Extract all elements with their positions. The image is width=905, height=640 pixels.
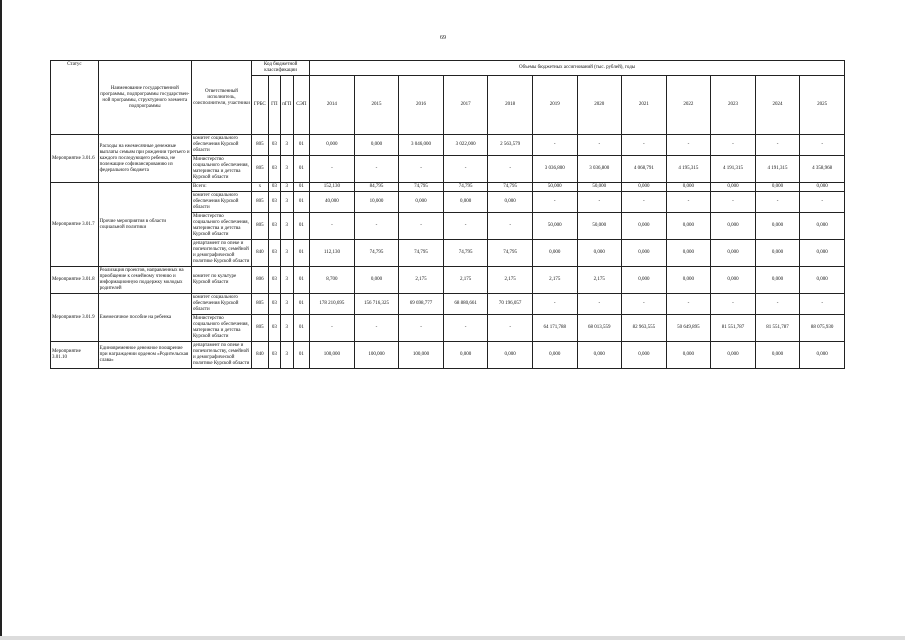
row-value: 3 046,000 [399,135,444,156]
row-code: 03 [268,213,280,240]
row-value: 0,000 [622,213,667,240]
table-row [51,135,845,156]
row-value: 0,000 [666,183,711,192]
row-value: - [443,315,488,342]
row-value: 0,000 [711,213,756,240]
row-value: 0,000 [622,267,667,294]
row-value: 0,000 [755,342,800,369]
row-value: 0,000 [622,183,667,192]
row-value: 68 880,661 [443,294,488,315]
row-value: 2,175 [399,267,444,294]
header-year: 2014 [310,76,355,135]
row-value: - [711,135,756,156]
row-value: - [666,192,711,213]
row-value: - [711,294,756,315]
row-value: 2,175 [577,267,622,294]
row-value: 81 551,787 [755,315,800,342]
row-value: - [800,294,845,315]
table-row [51,183,845,192]
row-code: 03 [268,135,280,156]
row-value: - [800,192,845,213]
row-responsible: Всего: [191,183,251,192]
header-name: Наименование государственной программы, подпрограммы государствен-ной программы, структурного элемента подпрограммы [98,61,191,135]
header-budget-code: Код бюджетной классификации [252,61,310,76]
row-value: - [399,156,444,183]
row-value: 4 195,315 [666,156,711,183]
row-value: - [310,156,355,183]
row-value: 0,000 [622,342,667,369]
row-value: 0,000 [443,192,488,213]
row-value: 0,000 [800,240,845,267]
row-value: 0,000 [532,240,577,267]
row-status: Мероприятие 3.01.10 [51,342,99,369]
row-value: 3 036,800 [577,156,622,183]
row-responsible: комитет по культуре Курской области [191,267,251,294]
row-code: 806 [252,267,269,294]
row-code: 840 [252,342,269,369]
row-code: 03 [268,156,280,183]
row-value: 0,000 [666,213,711,240]
header-code-col: ГП [268,76,280,135]
row-code: 3 [281,315,293,342]
row-code: 3 [281,135,293,156]
row-value: 0,000 [622,240,667,267]
row-value: 0,000 [443,342,488,369]
row-value: - [532,135,577,156]
row-value: - [666,135,711,156]
row-code: 805 [252,315,269,342]
row-value: 100,000 [310,342,355,369]
row-value: - [622,135,667,156]
row-name: Реализация проектов, направленных на приобщение к семейному чтению и информационную поддержку молодых родителей [98,267,191,294]
row-name: Ежемесячное пособие на ребенка [98,294,191,342]
row-value: 178 210,695 [310,294,355,315]
row-value: 4 068,791 [622,156,667,183]
row-value: 68 013,559 [577,315,622,342]
row-value: 0,000 [711,240,756,267]
row-value: 40,000 [310,192,355,213]
header-year: 2021 [622,76,667,135]
row-value: 74,795 [354,240,399,267]
header-code-col: СЭП [293,76,310,135]
row-value: - [755,192,800,213]
row-value: - [488,315,533,342]
row-value: 0,000 [310,135,355,156]
row-value: - [577,192,622,213]
header-responsible: Ответственный исполнитель, соисполнители, участники [191,61,251,135]
row-responsible: комитет социального обеспечения Курской области [191,135,251,156]
row-value: 84,795 [354,183,399,192]
row-code: 01 [293,135,310,156]
row-value: 0,000 [354,135,399,156]
row-value: - [399,315,444,342]
page-number: 69 [440,35,446,41]
row-value: 74,795 [488,240,533,267]
row-value: 0,000 [755,183,800,192]
row-code: 840 [252,240,269,267]
row-value: 74,795 [443,183,488,192]
row-value: 3 036,800 [532,156,577,183]
row-code: 3 [281,192,293,213]
row-value: 0,000 [711,342,756,369]
row-value: 0,000 [755,240,800,267]
row-code: 3 [281,294,293,315]
row-value: - [310,213,355,240]
row-responsible: Министерство социального обеспечения, материнства и детства Курской области [191,315,251,342]
row-value: 0,000 [755,213,800,240]
header-year: 2016 [399,76,444,135]
row-value: - [622,294,667,315]
header-year: 2019 [532,76,577,135]
row-value: 0,000 [800,213,845,240]
row-value: - [800,135,845,156]
row-value: 0,000 [800,342,845,369]
row-value: 10,000 [354,192,399,213]
table-row [51,267,845,294]
row-code: 03 [268,267,280,294]
row-value: 50,000 [577,213,622,240]
row-value: 0,000 [755,267,800,294]
row-responsible: комитет социального обеспечения Курской области [191,192,251,213]
row-value: - [310,315,355,342]
row-value: - [354,315,399,342]
row-name: Расходы на ежемесячные денежные выплаты семьям при рождении третьего и каждого последующего ребенка, не полежащие софинансированию из федерального бюджета [98,135,191,183]
header-year: 2017 [443,76,488,135]
row-code: 01 [293,240,310,267]
row-value: 50,000 [532,213,577,240]
row-value: 0,000 [532,342,577,369]
row-value: - [711,192,756,213]
row-code: 01 [293,183,310,192]
row-value: 0,000 [577,240,622,267]
row-value: 4 191,315 [755,156,800,183]
row-value: - [577,294,622,315]
row-code: 01 [293,342,310,369]
row-value: - [399,213,444,240]
row-value: 0,000 [488,192,533,213]
row-code: 3 [281,267,293,294]
row-value: 74,795 [443,240,488,267]
row-value: 74,795 [488,183,533,192]
row-value: 4 191,315 [711,156,756,183]
table-row [51,294,845,315]
header-year: 2022 [666,76,711,135]
table-body [51,135,845,369]
row-value: 0,000 [711,267,756,294]
row-value: 0,000 [711,183,756,192]
row-value: 0,000 [666,342,711,369]
row-value: 64 171,788 [532,315,577,342]
row-value: 2,175 [488,267,533,294]
row-responsible: департамент по опеке и попечительству, семейной и демографической политике Курской области [191,342,251,369]
row-code: 3 [281,183,293,192]
header-code-col: пГП [281,76,293,135]
scan-bottom-edge [0,636,905,640]
row-code: 3 [281,342,293,369]
row-code: 805 [252,156,269,183]
header-year: 2024 [755,76,800,135]
row-code: 03 [268,183,280,192]
header-year: 2025 [800,76,845,135]
row-value: - [755,294,800,315]
header-year: 2020 [577,76,622,135]
row-value: - [443,213,488,240]
row-status: Мероприятие 3.01.7 [51,183,99,267]
row-value: 0,000 [666,267,711,294]
row-value: - [622,192,667,213]
row-value: 0,000 [354,267,399,294]
row-code: 3 [281,156,293,183]
row-value: 69 698,777 [399,294,444,315]
row-value: 82 963,555 [622,315,667,342]
scan-left-edge [0,0,2,640]
header-year: 2015 [354,76,399,135]
row-value: 0,000 [800,183,845,192]
row-code: 805 [252,213,269,240]
row-code: 01 [293,294,310,315]
table-row [51,342,845,369]
row-value: 4 358,968 [800,156,845,183]
row-value: 112,130 [310,240,355,267]
row-value: - [354,213,399,240]
row-code: 03 [268,342,280,369]
budget-allocation-table [50,60,845,369]
header-status: Статус [51,61,99,135]
row-name: Единовременное денежное поощрение при награждении орденом «Родительская слава» [98,342,191,369]
row-value: - [532,192,577,213]
row-value: 0,000 [666,240,711,267]
row-value: 50,000 [577,183,622,192]
row-value: 0,000 [800,267,845,294]
row-value: 74,795 [399,183,444,192]
row-value: - [577,135,622,156]
row-code: 805 [252,192,269,213]
row-value: 2,175 [443,267,488,294]
row-code: 01 [293,192,310,213]
row-value: 0,000 [488,342,533,369]
row-status: Мероприятие 3.01.9 [51,294,99,342]
row-code: 03 [268,315,280,342]
row-value: 88 075,930 [800,315,845,342]
row-value: - [488,156,533,183]
row-value: - [488,213,533,240]
row-value: 70 196,057 [488,294,533,315]
row-value: 152,130 [310,183,355,192]
row-code: 03 [268,192,280,213]
row-status: Мероприятие 3.01.8 [51,267,99,294]
row-value: 156 716,325 [354,294,399,315]
row-value: 0,000 [399,192,444,213]
row-value: - [354,156,399,183]
header-year: 2023 [711,76,756,135]
header-year: 2018 [488,76,533,135]
row-code: 3 [281,213,293,240]
row-code: 01 [293,156,310,183]
row-value: - [532,294,577,315]
row-responsible: департамент по опеке и попечительству, семейной и демографической политике Курской области [191,240,251,267]
row-responsible: комитет социального обеспечения Курской области [191,294,251,315]
row-value: 100,000 [399,342,444,369]
row-responsible: Министерство социального обеспечения, материнства и детства Курской области [191,156,251,183]
row-code: 3 [281,240,293,267]
row-value: 2,175 [532,267,577,294]
row-code: х [252,183,269,192]
row-value: 3 022,000 [443,135,488,156]
row-name: Прочие мероприятия в области социальной политики [98,183,191,267]
row-code: 03 [268,294,280,315]
row-responsible: Министерство социального обеспечения, материнства и детства Курской области [191,213,251,240]
row-code: 805 [252,135,269,156]
row-value: - [666,294,711,315]
row-value: 0,000 [577,342,622,369]
row-value: 50,000 [532,183,577,192]
row-value: - [755,135,800,156]
row-code: 01 [293,213,310,240]
row-value: 74,795 [399,240,444,267]
row-code: 01 [293,315,310,342]
row-value: 8,700 [310,267,355,294]
row-value: 100,000 [354,342,399,369]
row-value: - [443,156,488,183]
row-code: 01 [293,267,310,294]
header-volumes: Объемы бюджетных ассигнований (тыс. рублей), годы [310,61,845,76]
row-value: 50 649,895 [666,315,711,342]
row-value: 2 563,579 [488,135,533,156]
row-value: 81 551,787 [711,315,756,342]
row-status: Мероприятие 3.01.6 [51,135,99,183]
row-code: 805 [252,294,269,315]
header-code-col: ГРБС [252,76,269,135]
row-code: 03 [268,240,280,267]
